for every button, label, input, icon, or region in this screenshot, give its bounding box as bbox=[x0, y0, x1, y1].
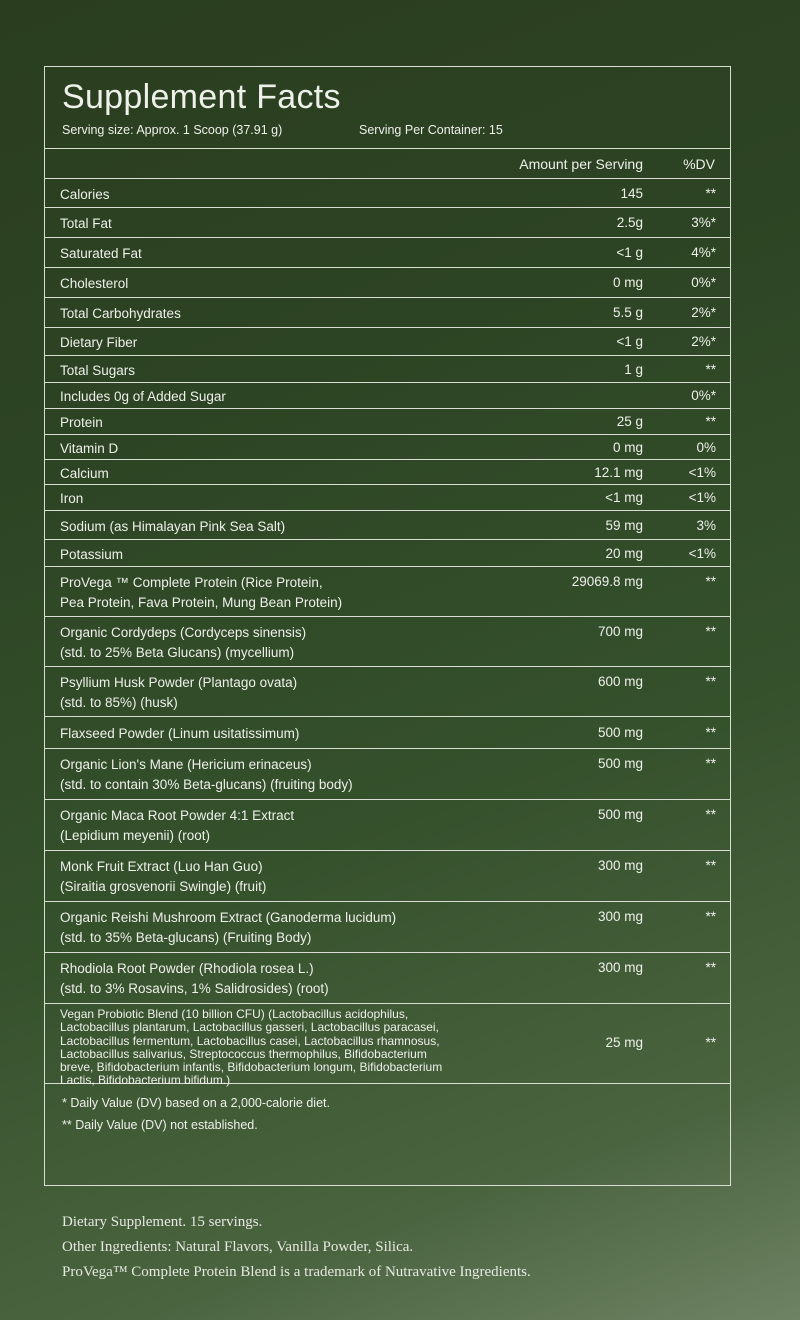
nutrient-name bbox=[60, 214, 112, 234]
nutrient-dv: ** bbox=[705, 414, 716, 429]
nutrient-rows bbox=[45, 179, 730, 1088]
nutrient-name bbox=[60, 573, 342, 613]
nutrient-row bbox=[45, 1004, 730, 1088]
nutrient-name bbox=[60, 464, 109, 484]
nutrient-name-line: Psyllium Husk Powder (Plantago ovata) bbox=[60, 675, 298, 690]
nutrient-name-line: Includes 0g of Added Sugar bbox=[60, 389, 226, 404]
nutrient-name-line: Organic Lion's Mane (Hericium erinaceus) bbox=[60, 757, 312, 772]
footnote-dv-not-established: ** Daily Value (DV) not established. bbox=[62, 1118, 258, 1132]
nutrient-dv: ** bbox=[705, 756, 716, 771]
nutrient-name-line: Vitamin D bbox=[60, 440, 119, 456]
nutrient-name bbox=[60, 185, 110, 205]
nutrient-dv: ** bbox=[705, 185, 716, 201]
nutrient-amount: 1 g bbox=[624, 361, 643, 377]
nutrient-amount: 25 mg bbox=[605, 1035, 643, 1050]
nutrient-dv: 0%* bbox=[691, 275, 716, 290]
nutrient-dv: 2%* bbox=[691, 334, 716, 349]
nutrient-name-line: Organic Reishi Mushroom Extract (Ganoderma lucidum) bbox=[60, 910, 397, 925]
trademark-note: ProVega™ Complete Protein Blend is a trademark of Nutravative Ingredients. bbox=[62, 1264, 531, 1280]
nutrient-name bbox=[60, 1008, 442, 1088]
nutrient-dv: ** bbox=[705, 960, 716, 975]
nutrient-name-line: Calcium bbox=[60, 465, 109, 481]
nutrient-amount: 5.5 g bbox=[612, 305, 643, 320]
nutrient-row bbox=[45, 749, 730, 800]
nutrient-amount: 300 mg bbox=[597, 858, 643, 873]
nutrient-name-line: (Siraitia grosvenorii Swingle) (fruit) bbox=[60, 879, 267, 894]
other-ingredients-line: Other Ingredients: Natural Flavors, Vanilla Powder, Silica. bbox=[62, 1239, 414, 1255]
nutrient-row bbox=[45, 460, 730, 485]
panel-header bbox=[45, 67, 730, 149]
nutrient-name-line: Flaxseed Powder (Linum usitatissimum) bbox=[60, 726, 300, 741]
nutrient-amount: 700 mg bbox=[597, 624, 643, 639]
nutrient-row bbox=[45, 567, 730, 617]
nutrient-name-line: Lactobacillus fermentum, Lactobacillus casei, Lactobacillus rhamnosus, bbox=[60, 1033, 440, 1048]
nutrient-row bbox=[45, 208, 730, 238]
nutrient-amount: 2.5g bbox=[616, 215, 643, 230]
column-header-row bbox=[45, 149, 730, 179]
panel-title: Supplement Facts bbox=[62, 78, 341, 116]
nutrient-amount: 500 mg bbox=[597, 756, 643, 771]
nutrient-name-line: Dietary Fiber bbox=[60, 335, 138, 350]
nutrient-amount: <1 mg bbox=[605, 490, 643, 505]
nutrient-row bbox=[45, 383, 730, 409]
nutrient-name bbox=[60, 387, 226, 407]
footnote-dv-based: * Daily Value (DV) based on a 2,000-calorie diet. bbox=[62, 1096, 330, 1110]
nutrient-name bbox=[60, 857, 266, 897]
nutrient-name bbox=[60, 274, 128, 294]
nutrient-name bbox=[60, 517, 285, 537]
nutrient-name bbox=[60, 908, 396, 948]
nutrient-name-line: Monk Fruit Extract (Luo Han Guo) bbox=[60, 859, 263, 874]
nutrient-amount: 20 mg bbox=[605, 545, 643, 561]
nutrient-row bbox=[45, 717, 730, 749]
nutrient-name-line: Potassium bbox=[60, 546, 124, 562]
nutrient-name-line: ProVega ™ Complete Protein (Rice Protein, bbox=[60, 575, 323, 590]
supplement-facts-panel bbox=[44, 66, 731, 1186]
nutrient-amount: <1 g bbox=[616, 245, 643, 260]
nutrient-row bbox=[45, 851, 730, 902]
nutrient-name bbox=[60, 489, 83, 509]
nutrient-name-line: (Lepidium meyenii) (root) bbox=[60, 828, 211, 843]
nutrient-amount: 600 mg bbox=[597, 674, 643, 689]
nutrient-name-line: Organic Maca Root Powder 4:1 Extract bbox=[60, 808, 295, 823]
nutrient-name bbox=[60, 673, 297, 713]
nutrient-name-line: Lactobacillus salivarius, Streptococcus thermophilus, Bifidobacterium bbox=[60, 1046, 427, 1061]
nutrient-dv: 4%* bbox=[691, 245, 716, 260]
nutrient-name-line: Lactis, Bifidobacterium bifidum.) bbox=[60, 1073, 231, 1088]
nutrient-amount: 59 mg bbox=[605, 517, 643, 533]
nutrient-name-line: Total Carbohydrates bbox=[60, 306, 181, 321]
nutrient-name bbox=[60, 304, 181, 324]
nutrient-amount: 500 mg bbox=[597, 725, 643, 740]
servings-per-container: Serving Per Container: 15 bbox=[359, 123, 503, 137]
nutrient-dv: ** bbox=[705, 624, 716, 639]
column-header-dv: %DV bbox=[683, 156, 715, 172]
nutrient-amount: 25 g bbox=[616, 414, 643, 429]
nutrient-name bbox=[60, 806, 294, 846]
nutrient-name-line: (std. to 25% Beta Glucans) (mycellium) bbox=[60, 645, 295, 660]
nutrient-row bbox=[45, 902, 730, 953]
nutrient-amount: 0 mg bbox=[612, 439, 643, 455]
nutrient-row bbox=[45, 409, 730, 435]
nutrient-name-line: Calories bbox=[60, 186, 110, 202]
nutrient-row bbox=[45, 617, 730, 667]
nutrient-amount: 145 bbox=[620, 185, 643, 201]
nutrient-name-line: Total Fat bbox=[60, 216, 112, 231]
nutrient-name-line: Sodium (as Himalayan Pink Sea Salt) bbox=[60, 518, 286, 534]
nutrient-amount: 300 mg bbox=[597, 909, 643, 924]
nutrient-row bbox=[45, 328, 730, 356]
nutrient-row bbox=[45, 540, 730, 567]
nutrient-name-line: Cholesterol bbox=[60, 276, 129, 291]
nutrient-row bbox=[45, 435, 730, 460]
column-header-amount: Amount per Serving bbox=[519, 156, 643, 172]
nutrient-dv: ** bbox=[705, 361, 716, 377]
nutrient-amount: 300 mg bbox=[597, 960, 643, 975]
nutrient-amount: 500 mg bbox=[597, 807, 643, 822]
nutrient-name-line: (std. to 85%) (husk) bbox=[60, 695, 178, 710]
nutrient-dv: ** bbox=[705, 909, 716, 924]
serving-info bbox=[62, 123, 730, 137]
nutrient-name bbox=[60, 623, 306, 663]
footnotes bbox=[45, 1084, 730, 1136]
nutrient-amount: 0 mg bbox=[612, 275, 643, 290]
nutrient-name bbox=[60, 755, 353, 795]
nutrient-name-line: Lactobacillus plantarum, Lactobacillus gasseri, Lactobacillus paracasei, bbox=[60, 1020, 439, 1035]
nutrient-dv: 2%* bbox=[691, 305, 716, 320]
nutrient-dv: ** bbox=[705, 674, 716, 689]
nutrient-name-line: Saturated Fat bbox=[60, 246, 142, 261]
nutrient-amount: <1 g bbox=[616, 334, 643, 349]
nutrient-amount: 29069.8 mg bbox=[571, 574, 643, 589]
nutrient-row bbox=[45, 953, 730, 1004]
nutrient-row bbox=[45, 667, 730, 717]
nutrient-dv: <1% bbox=[688, 490, 716, 505]
nutrient-row bbox=[45, 800, 730, 851]
nutrient-name bbox=[60, 545, 123, 565]
nutrient-dv: ** bbox=[705, 725, 716, 740]
nutrient-name-line: Iron bbox=[60, 491, 84, 506]
other-ingredients-text bbox=[62, 1210, 531, 1285]
nutrient-dv: <1% bbox=[688, 464, 716, 480]
nutrient-name-line: Rhodiola Root Powder (Rhodiola rosea L.) bbox=[60, 961, 314, 976]
nutrient-dv: 0%* bbox=[691, 388, 716, 403]
serving-size: Serving size: Approx. 1 Scoop (37.91 g) bbox=[62, 123, 283, 137]
nutrient-row bbox=[45, 511, 730, 540]
nutrient-row bbox=[45, 485, 730, 511]
nutrient-row bbox=[45, 238, 730, 268]
nutrient-row bbox=[45, 179, 730, 208]
nutrient-name bbox=[60, 361, 135, 381]
nutrient-name-line: breve, Bifidobacterium infantis, Bifidobacterium longum, Bifidobacterium bbox=[60, 1060, 443, 1075]
nutrient-name-line: Total Sugars bbox=[60, 362, 136, 378]
nutrient-name-line: (std. to 3% Rosavins, 1% Salidrosides) (root) bbox=[60, 981, 329, 996]
nutrient-dv: <1% bbox=[688, 545, 716, 561]
nutrient-name-line: Protein bbox=[60, 415, 103, 430]
nutrient-dv: 3% bbox=[696, 517, 716, 533]
nutrient-name-line: Organic Cordydeps (Cordyceps sinensis) bbox=[60, 625, 307, 640]
nutrient-dv: 0% bbox=[696, 439, 716, 455]
nutrient-name bbox=[60, 244, 142, 264]
nutrient-name-line: Vegan Probiotic Blend (10 billion CFU) (Lactobacillus acidophilus, bbox=[60, 1007, 409, 1021]
nutrient-dv: ** bbox=[705, 858, 716, 873]
nutrient-row bbox=[45, 356, 730, 383]
nutrient-name bbox=[60, 439, 118, 459]
nutrient-name-line: (std. to 35% Beta-glucans) (Fruiting Body) bbox=[60, 930, 312, 945]
nutrient-name-line: (std. to contain 30% Beta-glucans) (fruiting body) bbox=[60, 777, 353, 792]
nutrient-dv: ** bbox=[705, 807, 716, 822]
nutrient-row bbox=[45, 298, 730, 328]
nutrient-name bbox=[60, 724, 299, 744]
dietary-supplement-note: Dietary Supplement. 15 servings. bbox=[62, 1214, 263, 1230]
nutrient-dv: ** bbox=[705, 574, 716, 589]
nutrient-row bbox=[45, 268, 730, 298]
nutrient-name-line: Pea Protein, Fava Protein, Mung Bean Protein) bbox=[60, 595, 343, 610]
nutrient-amount: 12.1 mg bbox=[594, 464, 643, 480]
nutrient-name bbox=[60, 333, 137, 353]
nutrient-name bbox=[60, 959, 329, 999]
nutrient-name bbox=[60, 413, 103, 433]
nutrient-dv: 3%* bbox=[691, 215, 716, 230]
nutrient-dv: ** bbox=[705, 1035, 716, 1050]
